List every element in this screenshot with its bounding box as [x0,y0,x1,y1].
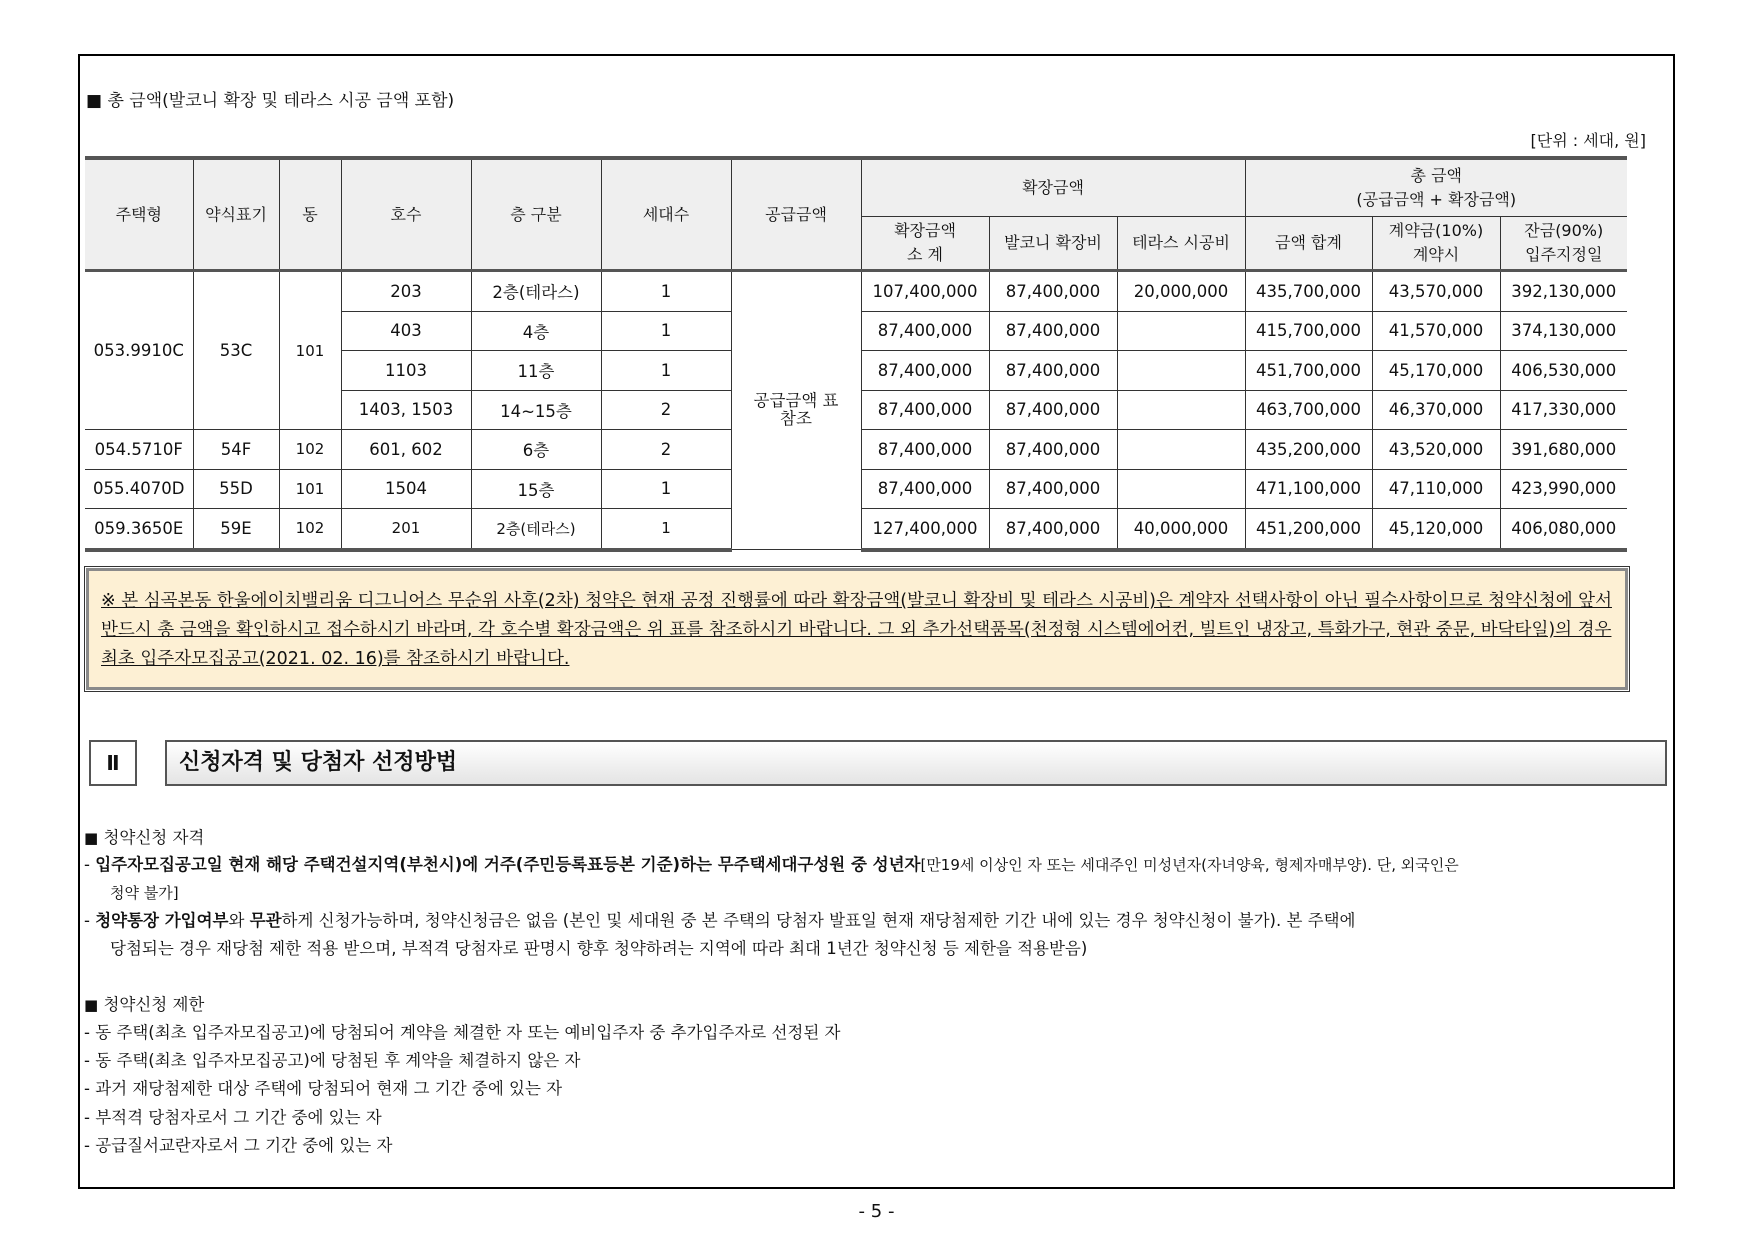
qualification-heading: ■ 청약신청 자격 [84,828,205,847]
cell-terrace [1117,351,1245,391]
cell-type: 053.9910C [85,271,193,430]
header-balance-line1: 잔금(90%) [1524,221,1604,240]
cell-ho: 1504 [341,469,471,509]
table-row [85,271,1627,312]
qualification-item-1: - 입주자모집공고일 현재 해당 주택건설지역(부천시)에 거주(주민등록표등본 기준)하는 무주택세대구성원 중 성년자[만19세 이상인 자 또는 세대주인 미성년자(자녀양육, 형제자매부양). 단, 외국인은 [84,855,1459,874]
header-ext-subtotal [861,217,989,271]
notice-box: ※ 본 심곡본동 한울에이치밸리움 디그니어스 무순위 사후(2차) 청약은 현재 공정 진행률에 따라 확장금액(발코니 확장비 및 테라스 시공비)은 계약자 선택사항이 아닌 필수사항이므로 청약신청에 앞서 반드시 총 금액을 확인하시고 접수하시기 바라며, 각 호수별 확장금액은 위 표를 참조하시기 바랍니다. 그 외 추가선택품목(천정형 시스템에어컨, 빌트인 냉장고, 특화가구, 현관 중문, 바닥타일)의 경우 최초 입주자모집공고(2021. 02. 16)를 참조하시기 바랍니다. [86,568,1628,690]
cell-ho: 1403, 1503 [341,390,471,430]
cell-dong: 102 [279,509,341,550]
cell-ext: 87,400,000 [861,430,989,470]
cell-terrace: 20,000,000 [1117,271,1245,312]
cell-terrace [1117,390,1245,430]
header-total-group-line1: 총 금액 [1410,166,1462,185]
cell-sum: 435,700,000 [1245,271,1372,312]
header-ext-subtotal-line1: 확장금액 [894,221,956,240]
cell-ext: 87,400,000 [861,390,989,430]
cell-units: 1 [601,271,731,312]
cell-sum: 451,700,000 [1245,351,1372,391]
cell-balcony: 87,400,000 [989,271,1117,312]
restriction-heading: ■ 청약신청 제한 [84,995,205,1014]
cell-units: 1 [601,509,731,550]
header-abbr: 약식표기 [193,158,279,271]
header-ext-group: 확장금액 [861,158,1245,217]
header-dong: 동 [279,158,341,271]
header-floor: 층 구분 [471,158,601,271]
cell-ho: 203 [341,271,471,312]
cell-balance: 406,530,000 [1500,351,1627,391]
supply-note-line2: 참조 [780,408,812,428]
cell-floor: 2층(테라스) [471,509,601,550]
cell-balance: 374,130,000 [1500,311,1627,351]
cell-balance: 391,680,000 [1500,430,1627,470]
header-balance [1500,217,1627,271]
cell-type: 059.3650E [85,509,193,550]
header-terrace: 테라스 시공비 [1117,217,1245,271]
cell-ext: 127,400,000 [861,509,989,550]
supply-note-line1: 공급금액 표 [753,390,839,410]
cell-abbr: 59E [193,509,279,550]
header-deposit [1372,217,1500,271]
cell-sum: 463,700,000 [1245,390,1372,430]
cell-units: 2 [601,390,731,430]
cell-deposit: 41,570,000 [1372,311,1500,351]
cell-deposit: 45,120,000 [1372,509,1500,550]
cell-units: 1 [601,469,731,509]
qualification-item-1-cont: 청약 불가] [110,884,179,902]
header-ho: 호수 [341,158,471,271]
cell-floor: 11층 [471,351,601,391]
header-deposit-line1: 계약금(10%) [1388,221,1484,240]
cell-sum: 451,200,000 [1245,509,1372,550]
cell-sum: 471,100,000 [1245,469,1372,509]
cell-terrace [1117,469,1245,509]
cell-floor: 2층(테라스) [471,271,601,312]
header-deposit-line2: 계약시 [1412,245,1460,264]
cell-balcony: 87,400,000 [989,390,1117,430]
cell-units: 1 [601,311,731,351]
cell-ext: 87,400,000 [861,469,989,509]
cell-balance: 406,080,000 [1500,509,1627,550]
cell-abbr: 55D [193,469,279,509]
total-price-table [85,156,1627,552]
header-units: 세대수 [601,158,731,271]
cell-floor: 14~15층 [471,390,601,430]
cell-balance: 423,990,000 [1500,469,1627,509]
header-balcony: 발코니 확장비 [989,217,1117,271]
unit-label: [단위 : 세대, 원] [1530,131,1646,150]
cell-ho: 201 [341,509,471,550]
cell-terrace [1117,311,1245,351]
cell-floor: 6층 [471,430,601,470]
header-supply: 공급금액 [731,158,861,271]
cell-deposit: 43,520,000 [1372,430,1500,470]
cell-terrace: 40,000,000 [1117,509,1245,550]
cell-sum: 435,200,000 [1245,430,1372,470]
square-bullet-icon: ■ [84,829,99,847]
cell-balcony: 87,400,000 [989,430,1117,470]
cell-balcony: 87,400,000 [989,509,1117,550]
cell-deposit: 47,110,000 [1372,469,1500,509]
square-bullet-icon: ■ [84,996,99,1014]
cell-abbr: 54F [193,430,279,470]
restriction-item: - 부적격 당첨자로서 그 기간 중에 있는 자 [84,1108,382,1127]
cell-dong: 101 [279,271,341,430]
page-number: - 5 - [858,1201,895,1222]
cell-floor: 4층 [471,311,601,351]
header-type: 주택형 [85,158,193,271]
cell-terrace [1117,430,1245,470]
cell-floor: 15층 [471,469,601,509]
cell-ext: 87,400,000 [861,311,989,351]
cell-balcony: 87,400,000 [989,311,1117,351]
cell-sum: 415,700,000 [1245,311,1372,351]
cell-balcony: 87,400,000 [989,351,1117,391]
cell-deposit: 43,570,000 [1372,271,1500,312]
header-total-group [1245,158,1627,217]
cell-supply-note [731,271,861,550]
cell-ext: 87,400,000 [861,351,989,391]
cell-deposit: 45,170,000 [1372,351,1500,391]
section2-number: Ⅱ [89,740,137,786]
qualification-item-2: - 청약통장 가입여부와 무관하게 신청가능하며, 청약신청금은 없음 (본인 및 세대원 중 본 주택의 당첨자 발표일 현재 재당첨제한 기간 내에 있는 경우 청약신청이 불가). 본 주택에 [84,911,1356,930]
cell-units: 1 [601,351,731,391]
cell-ho: 403 [341,311,471,351]
cell-balance: 417,330,000 [1500,390,1627,430]
restriction-item: - 동 주택(최초 입주자모집공고)에 당첨된 후 계약을 체결하지 않은 자 [84,1051,581,1070]
header-ext-subtotal-line2: 소 계 [907,245,943,264]
cell-deposit: 46,370,000 [1372,390,1500,430]
cell-type: 054.5710F [85,430,193,470]
qualification-item-2-cont: 당첨되는 경우 재당첨 제한 적용 받으며, 부적격 당첨자로 판명시 향후 청약하려는 지역에 따라 최대 1년간 청약신청 등 제한을 적용받음) [110,939,1088,958]
section2-title: 신청자격 및 당첨자 선정방법 [165,740,1667,786]
restriction-item: - 공급질서교란자로서 그 기간 중에 있는 자 [84,1136,393,1155]
cell-balcony: 87,400,000 [989,469,1117,509]
cell-ext: 107,400,000 [861,271,989,312]
header-sum: 금액 합계 [1245,217,1372,271]
cell-ho: 601, 602 [341,430,471,470]
cell-dong: 102 [279,430,341,470]
cell-abbr: 53C [193,271,279,430]
cell-ho: 1103 [341,351,471,391]
header-total-group-line2: (공급금액 + 확장금액) [1356,190,1517,209]
cell-balance: 392,130,000 [1500,271,1627,312]
restriction-item: - 동 주택(최초 입주자모집공고)에 당첨되어 계약을 체결한 자 또는 예비입주자 중 추가입주자로 선정된 자 [84,1023,841,1042]
header-balance-line2: 입주지정일 [1525,245,1603,264]
restriction-item: - 과거 재당첨제한 대상 주택에 당첨되어 현재 그 기간 중에 있는 자 [84,1079,563,1098]
cell-units: 2 [601,430,731,470]
section-title: ■ 총 금액(발코니 확장 및 테라스 시공 금액 포함) [86,91,455,111]
cell-type: 055.4070D [85,469,193,509]
cell-dong: 101 [279,469,341,509]
